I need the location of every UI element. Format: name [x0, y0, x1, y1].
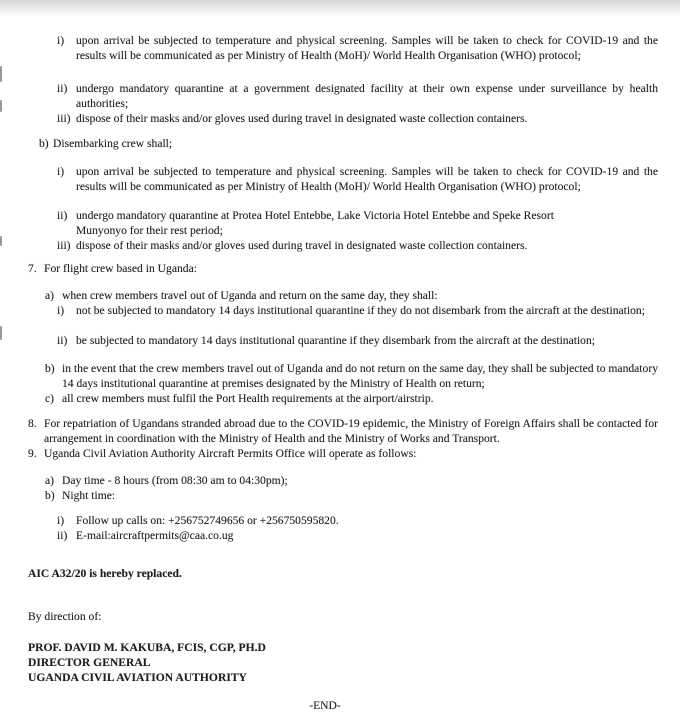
list-item-7a-ii: [57, 333, 658, 348]
list-item-7: [28, 261, 658, 276]
list-item-9b: [45, 488, 658, 503]
list-item-text: Uganda Civil Aviation Authority Aircraft Permits Office will operate as follows:: [44, 447, 417, 460]
list-item-7b: [45, 361, 658, 391]
list-marker: ii): [57, 529, 68, 542]
list-item-text: Day time - 8 hours (from 08:30 am to 04:30pm);: [62, 474, 288, 487]
list-item-text: in the event that the crew members travel out of Uganda and do not return on the same day, they shall be subjected to mandatory 14 days institutional quarantine at premises designated by the Ministry of Health on return;: [62, 362, 658, 390]
list-item-8: [28, 416, 658, 446]
list-item-6a-i: [57, 33, 658, 63]
list-item-6a-ii: [57, 81, 658, 111]
list-marker: a): [45, 289, 55, 302]
signatory-organisation: UGANDA CIVIL AVIATION AUTHORITY: [28, 671, 247, 684]
list-marker: b): [45, 489, 55, 502]
list-item-text: all crew members must fulfil the Port Health requirements at the airport/airstrip.: [62, 392, 434, 405]
top-scan-fade: [0, 0, 680, 16]
list-marker: ii): [57, 209, 68, 222]
scan-artifact: [0, 236, 2, 246]
list-marker: ii): [57, 334, 68, 347]
list-item-9a: [45, 473, 658, 488]
list-item-text: For repatriation of Ugandans stranded abroad due to the COVID-19 epidemic, the Ministry of Foreign Affairs shall be contacted for arrangement in coordination with the Ministry of Health and the Ministry of Works and Transport.: [44, 417, 658, 445]
scan-artifact: [0, 100, 2, 112]
list-marker: 7.: [28, 262, 37, 275]
list-item-7a: [45, 288, 658, 303]
list-item-9: [28, 446, 658, 461]
list-item-9b-ii: [57, 528, 658, 543]
end-marker: -END-: [309, 699, 341, 712]
list-item-text: Night time:: [62, 489, 116, 502]
email-text: E-mail:aircraftpermits@caa.co.ug: [76, 529, 234, 542]
list-item-6b-i: [57, 164, 658, 194]
phone-numbers-text: Follow up calls on: +256752749656 or +256750595820.: [76, 514, 339, 527]
list-item-6b-iii: [57, 238, 658, 253]
list-marker: a): [45, 474, 55, 487]
list-item-text: undergo mandatory quarantine at Protea Hotel Entebbe, Lake Victoria Hotel Entebbe and Speke Resort Munyonyo for their rest period;: [76, 209, 554, 237]
list-item-text: when crew members travel out of Uganda and return on the same day, they shall:: [62, 289, 438, 302]
list-item-text: Disembarking crew shall;: [53, 137, 173, 150]
list-item-9b-i: [57, 513, 658, 528]
list-marker: iii): [57, 112, 71, 125]
replacement-notice: AIC A32/20 is hereby replaced.: [28, 567, 182, 580]
list-marker: iii): [57, 239, 71, 252]
list-marker: 9.: [28, 447, 37, 460]
list-marker: b): [39, 137, 49, 150]
scan-artifact: [0, 66, 2, 82]
list-item-text: undergo mandatory quarantine at a government designated facility at their own expense under surveillance by health authorities;: [76, 82, 658, 110]
list-marker: 8.: [28, 417, 37, 430]
list-marker: i): [57, 304, 65, 317]
signatory-title: DIRECTOR GENERAL: [28, 656, 151, 669]
list-item-7a-i: [57, 303, 658, 318]
scan-artifact: [0, 326, 2, 340]
list-marker: i): [57, 165, 65, 178]
list-item-6a-iii: [57, 111, 658, 126]
list-item-7c: [45, 391, 658, 406]
by-direction-line: By direction of:: [28, 610, 102, 623]
list-item-text: dispose of their masks and/or gloves used during travel in designated waste collection containers.: [76, 239, 528, 252]
list-item-6b: [39, 136, 658, 151]
list-item-text: not be subjected to mandatory 14 days institutional quarantine if they do not disembark from the aircraft at the destination;: [76, 304, 645, 317]
list-marker: i): [57, 34, 65, 47]
list-item-text: upon arrival be subjected to temperature and physical screening. Samples will be taken to check for COVID-19 and the results will be communicated as per Ministry of Health (MoH)/ World Health Organisation (WHO) protocol;: [76, 165, 658, 193]
list-item-text: For flight crew based in Uganda:: [44, 262, 197, 275]
list-item-6b-ii: [57, 208, 579, 238]
signatory-name: PROF. DAVID M. KAKUBA, FCIS, CGP, PH.D: [28, 641, 266, 654]
list-marker: i): [57, 514, 65, 527]
list-marker: ii): [57, 82, 68, 95]
list-item-text: dispose of their masks and/or gloves used during travel in designated waste collection containers.: [76, 112, 528, 125]
list-item-text: upon arrival be subjected to temperature and physical screening. Samples will be taken to check for COVID-19 and the results will be communicated as per Ministry of Health (MoH)/ World Health Organisation (WHO) protocol;: [76, 34, 658, 62]
list-marker: b): [45, 362, 55, 375]
list-item-text: be subjected to mandatory 14 days institutional quarantine if they disembark from the aircraft at the destination;: [76, 334, 595, 347]
list-marker: c): [45, 392, 55, 405]
